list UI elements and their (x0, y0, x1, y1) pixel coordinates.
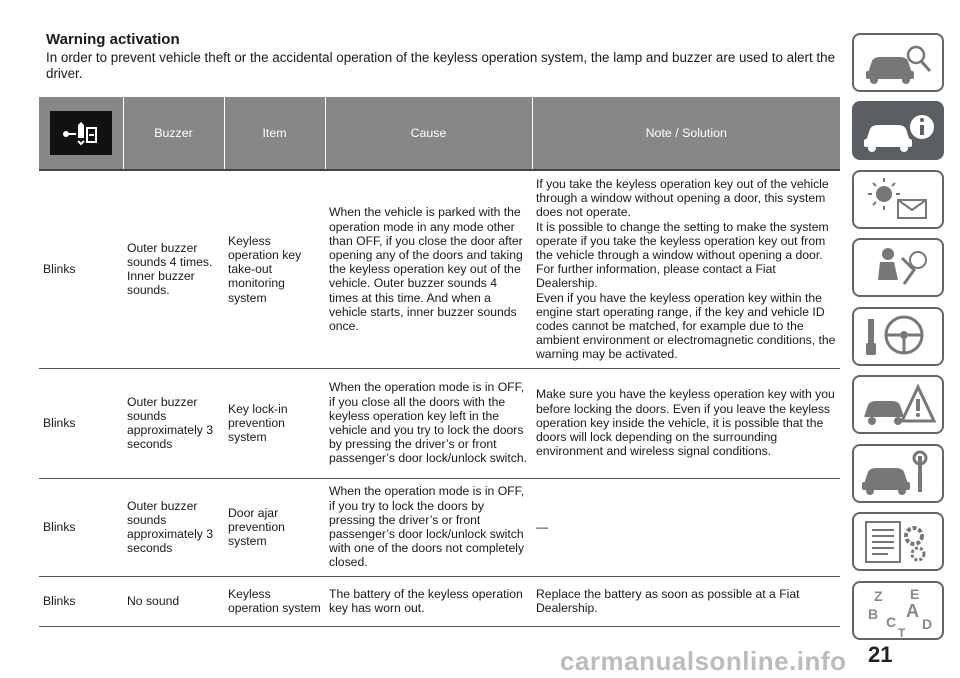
item-cell: Door ajar prevention system (224, 478, 325, 576)
cause-cell: When the operation mode is in OFF, if you try to lock the doors by pressing the driver’s or front passenger’s door lock/unlock switch with one of the doors not completely closed. (325, 478, 532, 576)
intro-paragraph: In order to prevent vehicle theft or the accidental operation of the keyless operation system, the lamp and buzzer are used to alert the driver. (46, 50, 836, 81)
note-cell: — (532, 478, 840, 576)
cause-cell: When the operation mode is in OFF, if you close all the doors with the keyless operation key left in the vehicle and you try to lock the doors by pressing the driver’s or front passenger’s door lock/unlock switch. (325, 368, 532, 478)
tab-emergency[interactable] (852, 375, 944, 434)
item-column-header: Item (224, 97, 325, 170)
car-hazard-icon (854, 377, 942, 432)
note-cell: If you take the keyless operation key out of the vehicle through a window without opening a door, this system does not operate. It is possible to change the setting to make the system operate if you take the keyless operation key out from the vehicle through a window without opening a door. For further information, please contact a Fiat Dealership. Even if you have the keyless operation key within the engine start operating range, if the key and vehicle ID codes cannot be matched, for example due to the ambient environment or electromagnetic conditions, the warning may be activated. (532, 170, 840, 368)
warning-table (39, 97, 840, 627)
index-letter: T (898, 626, 906, 638)
tab-technical-data[interactable] (852, 512, 944, 571)
steering-key-icon (854, 309, 942, 364)
tab-safety-info[interactable] (852, 101, 944, 160)
index-letter: D (922, 616, 933, 632)
note-cell: Make sure you have the keyless operation key with you before locking the doors. Even if you leave the keyless operation key inside the vehicle, it is possible that the doors will lock depending on the surrounding environment and wireless signal conditions. (532, 368, 840, 478)
item-cell: Keyless operation system (224, 576, 325, 626)
table-header-row (39, 97, 840, 170)
tab-warning-lights[interactable] (852, 170, 944, 229)
lamp-column-header (39, 97, 123, 170)
car-info-icon (854, 103, 942, 158)
table-row (39, 478, 840, 576)
watermark: carmanualsonline.info (560, 646, 847, 676)
tab-safety[interactable] (852, 238, 944, 297)
tab-index[interactable] (852, 581, 944, 640)
tab-dashboard-knowledge[interactable] (852, 33, 944, 92)
table-row (39, 368, 840, 478)
cause-column-header: Cause (325, 97, 532, 170)
index-letter: E (910, 586, 920, 602)
section-heading: Warning activation (46, 31, 180, 48)
alphabet-index-icon (854, 583, 942, 638)
lamp-cell: Blinks (39, 576, 123, 626)
index-letter: Z (874, 588, 883, 604)
lamp-cell: Blinks (39, 478, 123, 576)
seat-airbag-icon (854, 240, 942, 295)
cause-cell: The battery of the keyless operation key has worn out. (325, 576, 532, 626)
page-number: 21 (868, 642, 893, 667)
buzzer-cell: Outer buzzer sounds approximately 3 seconds (123, 478, 224, 576)
buzzer-column-header: Buzzer (123, 97, 224, 170)
note-cell: Replace the battery as soon as possible at a Fiat Dealership. (532, 576, 840, 626)
table-row (39, 170, 840, 368)
index-letter: B (868, 606, 879, 622)
buzzer-cell: Outer buzzer sounds 4 times. Inner buzzer sounds. (123, 170, 224, 368)
specs-gear-icon (854, 514, 942, 569)
lamp-cell: Blinks (39, 368, 123, 478)
buzzer-cell: Outer buzzer sounds approximately 3 seconds (123, 368, 224, 478)
item-cell: Keyless operation key take-out monitoring system (224, 170, 325, 368)
cause-cell: When the vehicle is parked with the operation mode in any mode other than OFF, if you close the door after opening any of the doors and taking the keyless operation key out of the vehicle. Outer buzzer sounds 4 times at this time. And when a vehicle starts, inner buzzer sounds once. (325, 170, 532, 368)
index-letter: A (906, 601, 919, 621)
table-row (39, 576, 840, 626)
tab-starting-driving[interactable] (852, 307, 944, 366)
warning-light-message-icon (854, 172, 942, 227)
tab-maintenance[interactable] (852, 444, 944, 503)
car-search-icon (854, 35, 942, 90)
lamp-cell: Blinks (39, 170, 123, 368)
keyless-warning-lamp-icon (50, 111, 112, 155)
note-column-header: Note / Solution (532, 97, 840, 170)
car-wrench-icon (854, 446, 942, 501)
buzzer-cell: No sound (123, 576, 224, 626)
item-cell: Key lock-in prevention system (224, 368, 325, 478)
index-letter: C (886, 614, 897, 630)
